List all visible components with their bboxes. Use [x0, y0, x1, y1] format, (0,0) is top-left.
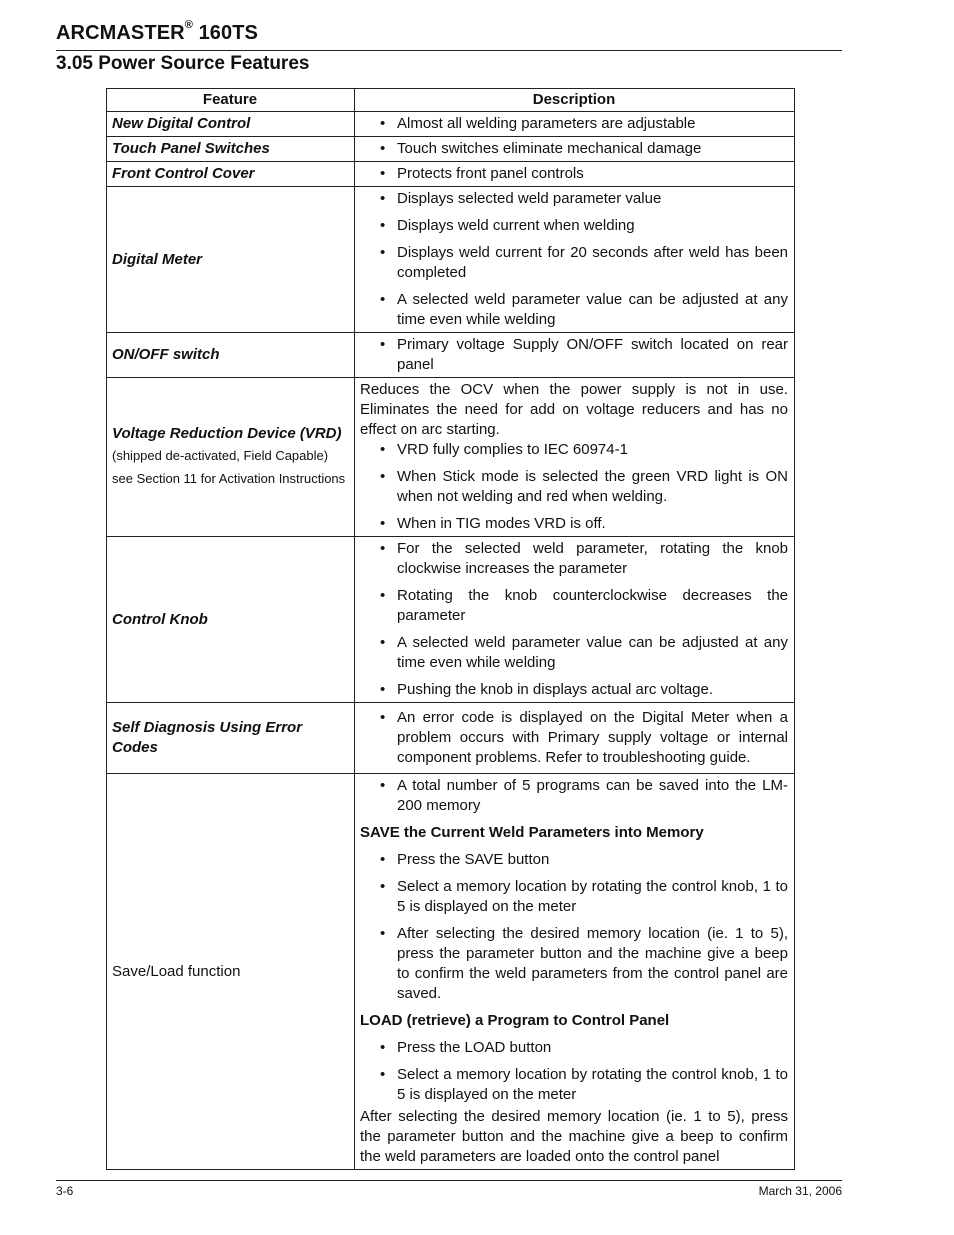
feature-label: Voltage Reduction Device (VRD)	[112, 425, 342, 442]
save-heading: SAVE the Current Weld Parameters into Memory	[360, 824, 704, 841]
description-paragraph: After selecting the desired memory location (ie. 1 to 5), press the parameter button and the machine give a beep to confirm the weld parameters are loaded onto the control panel	[360, 1108, 788, 1165]
description-cell	[355, 537, 795, 703]
table-row	[107, 187, 795, 333]
column-header-description: Description	[355, 89, 795, 112]
list-item: • Pushing the knob in displays actual arc voltage.	[360, 680, 788, 700]
feature-note: (shipped de-activated, Field Capable)	[112, 448, 329, 463]
list-item: • A total number of 5 programs can be saved into the LM-200 memory	[360, 776, 788, 816]
feature-cell: Front Control Cover	[107, 162, 355, 187]
list-item: • Select a memory location by rotating the control knob, 1 to 5 is displayed on the meter	[360, 877, 788, 917]
feature-cell: Self Diagnosis Using Error Codes	[107, 703, 355, 774]
description-cell	[355, 112, 795, 137]
footer-divider	[56, 1180, 842, 1181]
feature-cell: Digital Meter	[107, 187, 355, 333]
table-header-row	[107, 89, 795, 112]
feature-cell: Control Knob	[107, 537, 355, 703]
table-row	[107, 774, 795, 1170]
list-item: • When Stick mode is selected the green VRD light is ON when not welding and red when welding.	[360, 467, 788, 507]
table-row	[107, 112, 795, 137]
load-heading: LOAD (retrieve) a Program to Control Panel	[360, 1012, 670, 1029]
description-cell	[355, 137, 795, 162]
list-item: • When in TIG modes VRD is off.	[360, 514, 788, 534]
document-title	[56, 19, 258, 45]
registered-mark: ®	[184, 19, 193, 31]
list-item: • Rotating the knob counterclockwise decreases the parameter	[360, 586, 788, 626]
list-item: • Press the SAVE button	[360, 850, 788, 870]
features-table	[106, 88, 795, 1170]
table-row	[107, 162, 795, 187]
description-cell	[355, 703, 795, 774]
brand-name: ARCMASTER	[56, 22, 185, 44]
feature-note: see Section 11 for Activation Instructions	[112, 471, 346, 486]
list-item: • Displays selected weld parameter value	[360, 189, 788, 209]
feature-cell: Save/Load function	[107, 774, 355, 1170]
list-item: • Displays weld current when welding	[360, 216, 788, 236]
list-item: • Press the LOAD button	[360, 1038, 788, 1058]
list-item: • For the selected weld parameter, rotating the knob clockwise increases the parameter	[360, 539, 788, 579]
list-item: • Displays weld current for 20 seconds after weld has been completed	[360, 243, 788, 283]
feature-cell: Touch Panel Switches	[107, 137, 355, 162]
description-cell	[355, 774, 795, 1170]
description-cell	[355, 187, 795, 333]
description-cell	[355, 378, 795, 537]
list-item: • A selected weld parameter value can be adjusted at any time even while welding	[360, 633, 788, 673]
feature-cell: ON/OFF switch	[107, 333, 355, 378]
header-divider	[56, 50, 842, 51]
list-item: • A selected weld parameter value can be adjusted at any time even while welding	[360, 290, 788, 330]
page-number: 3-6	[56, 1184, 74, 1198]
table-row	[107, 378, 795, 537]
list-item: • Almost all welding parameters are adjustable	[360, 114, 788, 134]
list-item: • Touch switches eliminate mechanical damage	[360, 139, 788, 159]
list-item: • Select a memory location by rotating the control knob, 1 to 5 is displayed on the meter	[360, 1065, 788, 1105]
description-cell	[355, 162, 795, 187]
table-row	[107, 537, 795, 703]
model-name: 160TS	[192, 22, 258, 44]
description-paragraph: Reduces the OCV when the power supply is not in use. Eliminates the need for add on voltage reducers and has no effect on arc starting.	[360, 381, 788, 438]
list-item: • An error code is displayed on the Digital Meter when a problem occurs with Primary supply voltage or internal component problems. Refer to troubleshooting guide.	[360, 708, 788, 768]
document-date: March 31, 2006	[758, 1184, 842, 1198]
list-item: • After selecting the desired memory location (ie. 1 to 5), press the parameter button and the machine give a beep to confirm the weld parameters from the control panel are saved.	[360, 924, 788, 1004]
table-row	[107, 703, 795, 774]
description-cell	[355, 333, 795, 378]
table-row	[107, 333, 795, 378]
feature-cell	[107, 378, 355, 537]
list-item: • Protects front panel controls	[360, 164, 788, 184]
list-item: • Primary voltage Supply ON/OFF switch located on rear panel	[360, 335, 788, 375]
feature-cell: New Digital Control	[107, 112, 355, 137]
list-item: • VRD fully complies to IEC 60974-1	[360, 440, 788, 460]
table-row	[107, 137, 795, 162]
section-title: 3.05 Power Source Features	[56, 53, 310, 74]
column-header-feature: Feature	[107, 89, 355, 112]
